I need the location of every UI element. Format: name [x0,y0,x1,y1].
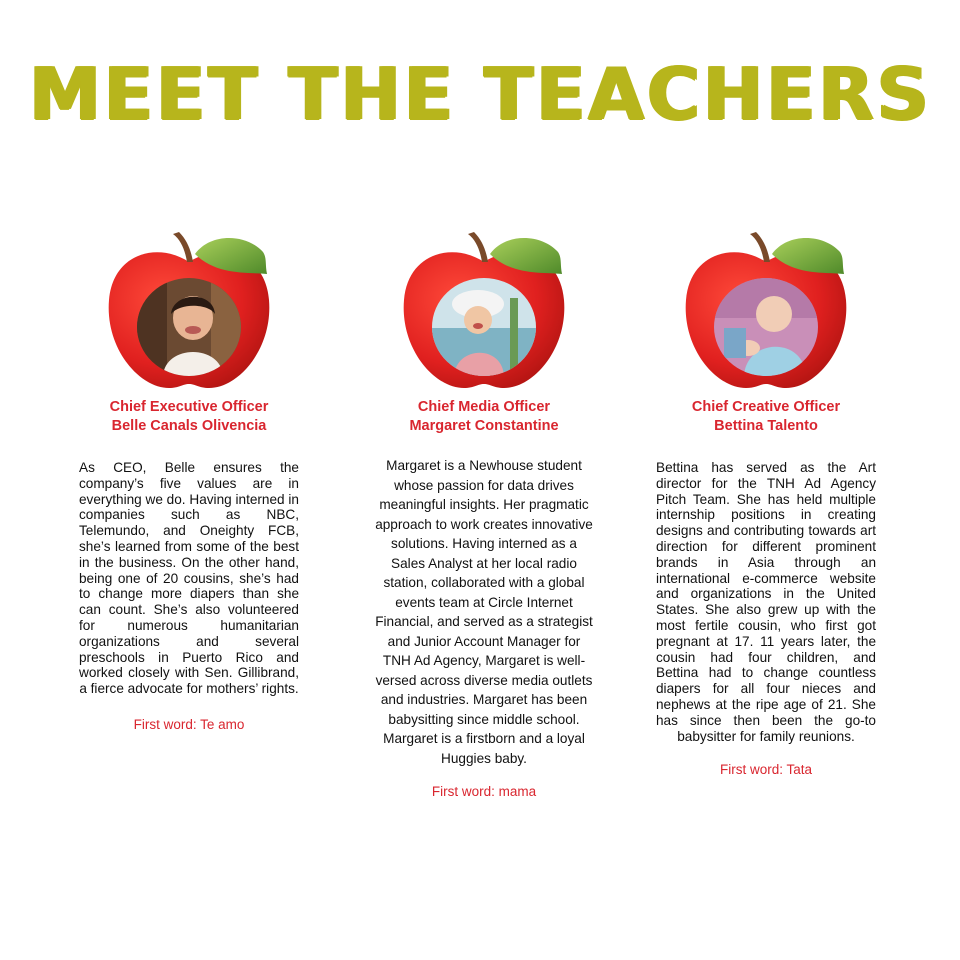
first-word: First word: mama [431,784,537,799]
role-block [374,398,594,436]
teacher-card-belle [79,228,299,732]
teacher-card-margaret [374,228,594,799]
teacher-name: Bettina Talento [714,418,818,434]
teacher-photo [432,278,536,376]
apple-frame-icon [99,228,279,393]
page-title: MEET THE TEACHERS [28,52,932,136]
apple-frame-icon [676,228,856,393]
role-block [79,398,299,436]
teacher-photo [714,278,818,376]
teacher-role: Chief Creative Officer [691,399,841,415]
first-word: First word: Te amo [133,716,245,732]
role-block [656,398,876,436]
teacher-name: Belle Canals Olivencia [111,418,267,434]
teacher-role: Chief Media Officer [417,399,551,415]
teacher-role: Chief Executive Officer [109,399,269,415]
teacher-bio: Margaret is a Newhouse student whose passion for data drives meaningful insights. Her pragmatic approach to work creates innovative solutions. Having interned as a Sales Analyst at her local radio station, collaborated with a global events team at Circle Internet Financial, and served as a strategist and Junior Account Manager for TNH Ad Agency, Margaret is well-versed across diverse media outlets and industries. Margaret has been babysitting since middle school. Margaret is a firstborn and a loyal Huggies baby. [375,458,593,766]
first-word: First word: Tata [719,762,813,778]
teacher-photo [137,278,241,376]
apple-frame-icon [394,228,574,393]
teacher-name: Margaret Constantine [409,418,559,434]
teacher-bio: As CEO, Belle ensures the company’s five values are in everything we do. Having interned in companies such as NBC, Telemundo, and Oneighty FCB, she’s learned from some of the best in the business. On the other hand, being one of 20 cousins, she’s had to change more diapers than she can count. She’s also volunteered for numerous humanitarian organizations and several preschools in Puerto Rico and worked closely with Sen. Gillibrand, a fierce advocate for mothers’ rights. [79,460,299,697]
teacher-card-bettina [656,228,876,777]
teacher-bio: Bettina has served as the Art director for the TNH Ad Agency Pitch Team. She has held multiple internship positions in creating designs and contributing towards art direction for different prominent brands in Asia through an international e-commerce website and organizations in the United States. She also grew up with the most fertile cousin, who first got pregnant at 17. 11 years later, the cousin had four children, and Bettina had to change countless diapers for all four nieces and nephews at the ripe age of 21. She has since then been the go-to babysitter for family reunions. [656,460,876,744]
